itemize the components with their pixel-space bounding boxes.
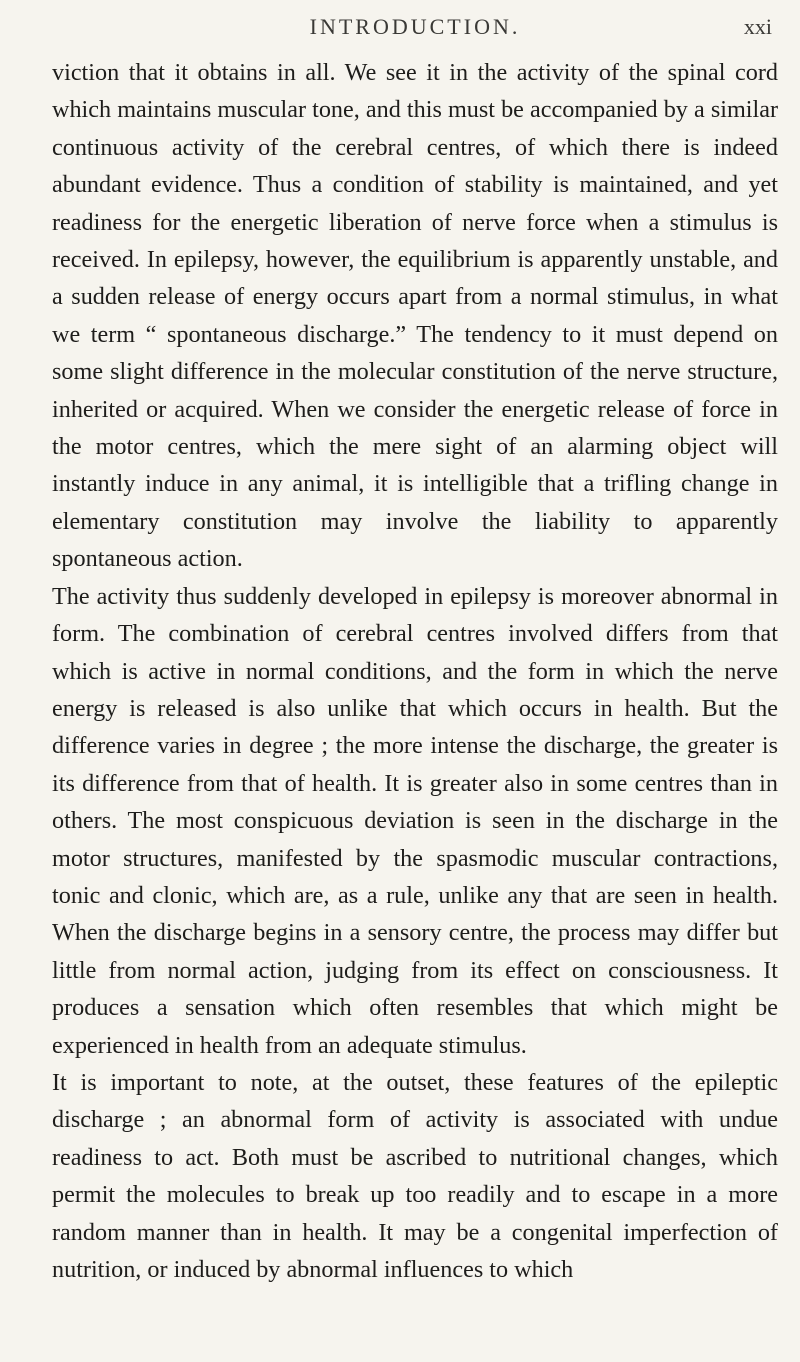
- page-header: [52, 14, 778, 54]
- paragraph-1: viction that it obtains in all. We see it in the activity of the spinal cord which maintains muscular tone, and this must be accompanied by a similar continuous activity of the cerebral centres, of which there is indeed abundant evidence. Thus a condition of stability is maintained, and yet readiness for the energetic liberation of nerve force when a stimulus is received. In epilepsy, however, the equilibrium is apparently unstable, and a sudden release of energy occurs apart from a normal stimulus, in what we term “ spontaneous discharge.” The tendency to it must depend on some slight difference in the molecular constitution of the nerve structure, inherited or acquired. When we consider the energetic release of force in the motor centres, which the mere sight of an alarming object will instantly induce in any animal, it is intelligible that a trifling change in elementary constitution may involve the liability to apparently spontaneous action.: [52, 59, 778, 573]
- running-head: INTRODUCTION.: [309, 14, 521, 39]
- page-number: xxi: [743, 14, 772, 39]
- body-text: [52, 54, 778, 1288]
- paragraph-2: The activity thus suddenly developed in epilepsy is moreover abnormal in form. The combination of cerebral centres involved differs from that which is active in normal conditions, and the form in which the nerve energy is released is also unlike that which occurs in health. But the difference varies in degree ; the more intense the discharge, the greater is its difference from that of health. It is greater also in some centres than in others. The most conspicuous deviation is seen in the discharge in the motor structures, manifested by the spasmodic muscular contractions, tonic and clonic, which are, as a rule, unlike any that are seen in health. When the discharge begins in a sensory centre, the process may differ but little from normal action, judging from its effect on consciousness. It produces a sensation which often resembles that which might be experienced in health from an adequate stimulus.: [52, 582, 778, 1059]
- paragraph-3: It is important to note, at the outset, these features of the epileptic discharge ; an abnormal form of activity is associated with undue readiness to act. Both must be ascribed to nutritional changes, which permit the molecules to break up too readily and to escape in a more random manner than in health. It may be a congenital imperfection of nutrition, or induced by abnormal influences to which: [52, 1068, 778, 1283]
